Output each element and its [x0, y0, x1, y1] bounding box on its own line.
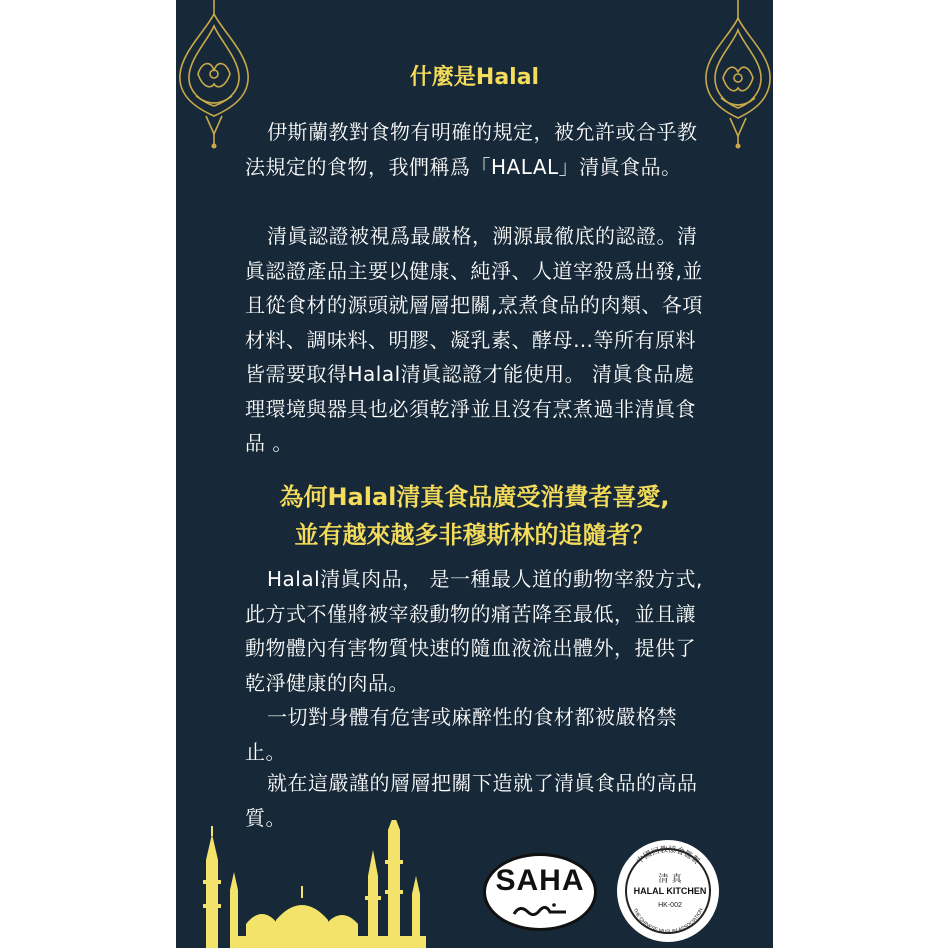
section1-heading: 什麼是Halal: [409, 65, 540, 90]
poster-panel: [176, 0, 773, 948]
section1-paragraph-2-text: 清眞認證被視爲最嚴格，溯源最徹底的認證。清眞認證產品主要以健康、純淨、人道宰殺爲出發,並且從食材的源頭就層層把關,烹煮食品的肉類、各項材料、調味料、明膠、凝乳素、酵母…等所有原料皆需要取得Halal清眞認證才能使用。 清眞食品處理環境與器具也必須乾淨並且沒有烹煮過非清眞食品 。: [245, 224, 703, 455]
section1-paragraph-2: [245, 219, 705, 461]
arabic-script-icon: [510, 900, 570, 920]
seal-code-text: HK-002: [658, 902, 682, 909]
section2-paragraph-1: [245, 562, 705, 700]
section1-paragraph-1-text: 伊斯蘭教對食物有明確的規定，被允許或合乎教法規定的食物，我們稱爲「HALAL」清眞食品。: [245, 120, 698, 179]
seal-name-text: HALAL KITCHEN: [633, 886, 707, 896]
saha-logo-text: SAHA: [495, 864, 585, 897]
seal-ring-top-text: 中國回教協會監製: [634, 844, 702, 866]
section2-paragraph-3-text: 就在這嚴謹的層層把關下造就了清眞食品的高品質。: [245, 771, 698, 830]
section2-paragraph-2-text: 一切對身體有危害或麻醉性的食材都被嚴格禁止。: [245, 705, 677, 764]
saha-logo: [483, 853, 597, 931]
halal-kitchen-seal: [617, 840, 719, 942]
section2-heading: [176, 478, 773, 554]
seal-qingzhen-text: 清 真: [658, 874, 682, 885]
mosque-silhouette-icon: [176, 820, 476, 948]
section1-paragraph-1: [245, 115, 705, 184]
section2-paragraph-2: [245, 700, 705, 769]
seal-ring-bottom-text: THE CHINESE MUSLIM ASSOCIATION: [631, 907, 705, 936]
section2-heading-line2: 並有越來越多非穆斯林的追隨者？: [294, 521, 655, 549]
section2-paragraph-1-text: Halal清眞肉品， 是一種最人道的動物宰殺方式,此方式不僅將被宰殺動物的痛苦降至最低，並且讓動物體內有害物質快速的隨血液流出體外，提供了乾淨健康的肉品。: [245, 567, 703, 695]
seal-inner-ring: [625, 848, 711, 934]
section2-heading-line1: 為何Halal清真食品廣受消費者喜愛,: [279, 483, 670, 511]
